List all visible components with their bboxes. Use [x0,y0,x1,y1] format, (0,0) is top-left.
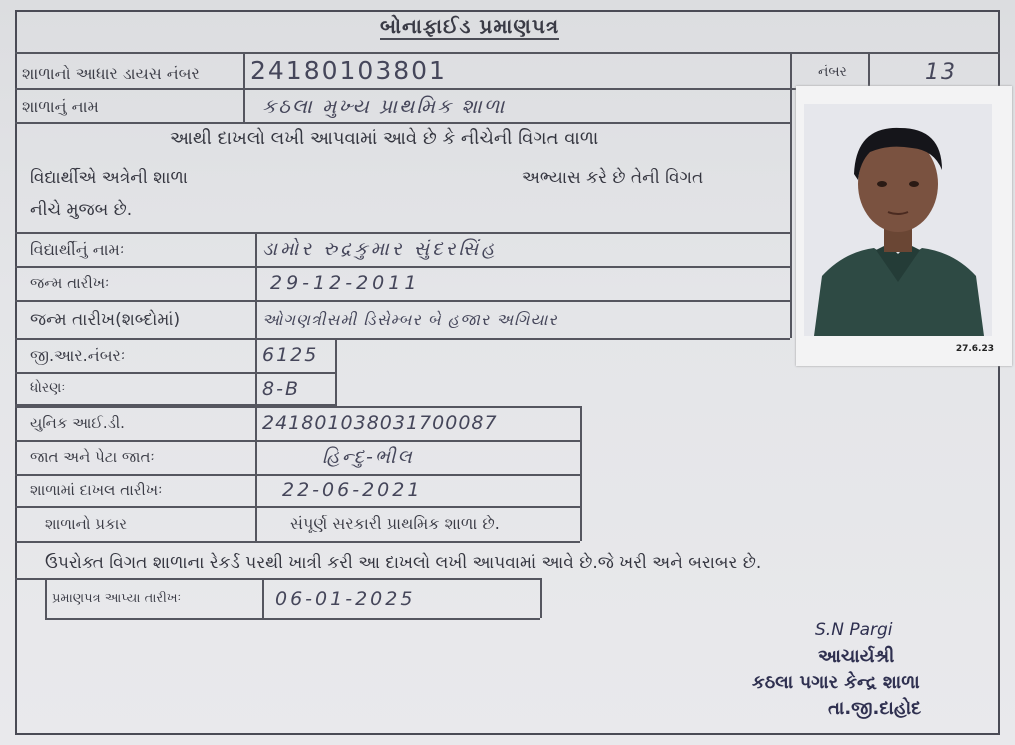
certificate-title: બોનાફાઈડ પ્રમાણપત્ર [380,14,560,38]
grid-line [868,52,870,88]
grid-line [15,88,790,90]
grid-line [15,300,790,302]
school-type-value: સંપૂર્ણ સરકારી પ્રાથમિક શાળા છે. [290,514,500,533]
standard-value: 8-B [262,378,300,400]
grid-line [15,474,580,476]
admission-date-label: શાળામાં દાખલ તારીખઃ [30,481,163,499]
grid-line [15,440,580,442]
dob-words-label: જન્મ તારીખ(શબ્દોમાં) [30,310,181,330]
grid-line [790,52,792,338]
grid-line [45,578,47,618]
signature-designation: આચાર્યશ્રી [818,646,895,667]
grid-line [15,266,790,268]
verification-text: ઉપરોક્ત વિગત શાળાના રેકર્ડ પરથી ખાત્રી કરી આ દાખલો લખી આપવામાં આવે છે.જે ખરી અને બરાબર છે. [45,553,762,573]
signature-location: તા.જી.દાહોદ [828,698,922,719]
grid-line [243,52,245,122]
student-name-label: વિદ્યાર્થીનું નામઃ [30,240,125,259]
grid-line [15,52,1000,54]
grid-line [255,232,257,541]
grid-line [15,506,580,508]
grid-line [15,541,580,543]
number-value: 13 [925,60,957,85]
school-dise-label: શાળાનો આધાર ડાયસ નંબર [22,64,200,83]
student-photo [804,104,992,336]
number-label: નંબર [818,64,847,80]
gr-number-value: 6125 [262,344,319,366]
intro-line-2b: અભ્યાસ કરે છે તેની વિગત [522,168,704,188]
student-photo-card [796,86,1012,366]
grid-line [45,618,540,620]
student-name-value: ડામોર રુદ્રકુમાર સુંદરસિંહ [262,238,498,260]
standard-label: ધોરણઃ [30,380,66,396]
caste-label: જાત અને પેટા જાતઃ [30,448,155,466]
dob-label: જન્મ તારીખઃ [30,274,110,292]
dob-words-value: ઓગણત્રીસમી ડિસેમ્બર બે હજાર અગિયાર [262,310,558,329]
school-dise-value: 24180103801 [250,56,447,85]
caste-value: હિન્દુ-ભીલ [322,446,414,468]
dob-value: 29-12-2011 [270,272,421,294]
grid-line [15,578,540,580]
signature-scribble: S.N Pargi [815,620,893,640]
grid-line [15,232,790,234]
grid-line [540,578,542,618]
school-name-value: કઠલા મુખ્ય પ્રાથમિક શાળા [262,94,507,118]
photo-date-stamp: 27.6.23 [955,344,994,354]
grid-line [15,372,335,374]
admission-date-value: 22-06-2021 [282,479,423,501]
intro-line-2a: વિદ્યાર્થીએ અત્રેની શાળા [30,168,188,188]
signature-school: કઠલા પગાર કેન્દ્ર શાળા [752,672,920,693]
intro-line-3: નીચે મુજબ છે. [30,200,133,220]
grid-line [580,406,582,541]
school-name-label: શાળાનું નામ [22,97,99,116]
issue-date-label: પ્રમાણપત્ર આપ્યા તારીખઃ [52,591,182,606]
grid-line [15,338,790,340]
gr-number-label: જી.આર.નંબરઃ [30,346,126,365]
unique-id-value: 241801038031700087 [262,412,498,434]
grid-line [262,578,264,618]
unique-id-label: યુનિક આઈ.ડી. [30,414,125,432]
issue-date-value: 06-01-2025 [275,588,416,610]
intro-line-1: આથી દાખલો લખી આપવામાં આવે છે કે નીચેની વિગત વાળા [170,128,599,149]
grid-line [15,122,790,124]
school-type-label: શાળાનો પ્રકાર [45,515,128,533]
grid-line [15,406,580,408]
student-portrait-image [804,104,992,336]
grid-line [335,338,337,406]
